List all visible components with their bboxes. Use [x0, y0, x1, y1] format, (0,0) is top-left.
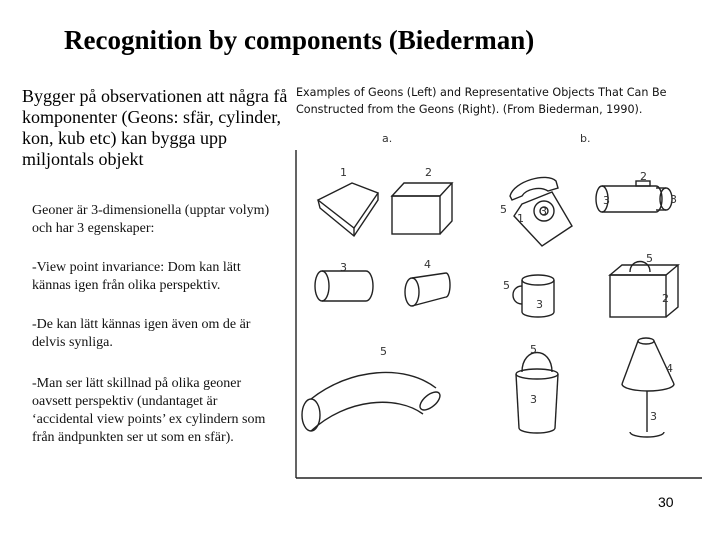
mug-label-3: 3: [536, 298, 543, 311]
mug-object-icon: [513, 275, 554, 317]
briefcase-label-5: 5: [646, 252, 653, 265]
slide-title: Recognition by components (Biederman): [64, 25, 535, 55]
briefcase-label-2: 2: [662, 292, 669, 305]
flashlight-label-3b: 3: [670, 193, 677, 206]
geon-cylinder-icon: [315, 271, 373, 301]
paragraph-geons-properties: Geoner är 3-dimensionella (upptar volym) och har 3 egenskaper:: [32, 203, 270, 236]
bucket-label-5: 5: [530, 343, 537, 356]
geon-wedge-icon: [318, 183, 378, 236]
mug-label-5: 5: [503, 279, 510, 292]
bucket-object-icon: [516, 353, 558, 434]
geon-label-1: 1: [340, 166, 347, 179]
panel-a-label: a.: [382, 132, 393, 145]
telephone-label-3: 3: [540, 205, 547, 218]
figure-caption: Examples of Geons (Left) and Representative Objects That Can Be Constructed from the Geons (Right). (From Biederman, 1990).: [296, 85, 667, 116]
geon-label-2: 2: [425, 166, 432, 179]
flashlight-label-2: 2: [640, 170, 647, 183]
geon-curved-tube-icon: [302, 372, 443, 431]
paragraph-viewpoint-invariance: -View point invariance: Dom kan lätt kännas igen från olika perspektiv.: [32, 260, 241, 293]
paragraph-discriminability: -Man ser lätt skillnad på olika geoner oavsett perspektiv (undantaget är ‘accidental view points’ ex cylindern som från ändpunkten ser ut som en sfär).: [32, 376, 266, 445]
lamp-label-3: 3: [650, 410, 657, 423]
geon-label-4: 4: [424, 258, 431, 271]
paragraph-partial-visibility: -De kan lätt kännas igen även om de är delvis synliga.: [32, 317, 251, 350]
bucket-label-3: 3: [530, 393, 537, 406]
geon-brick-icon: [392, 183, 452, 234]
intro-text: Bygger på observationen att några få komponenter (Geons: sfär, cylinder, kon, kub etc) kan bygga upp miljontals objekt: [22, 86, 288, 169]
geon-label-5: 5: [380, 345, 387, 358]
page-number: 30: [658, 494, 674, 510]
panel-b-label: b.: [580, 132, 591, 145]
geon-cone-icon: [405, 273, 450, 306]
lamp-object-icon: [622, 338, 674, 437]
telephone-label-1: 1: [517, 212, 524, 225]
lamp-label-4: 4: [666, 362, 673, 375]
briefcase-object-icon: [610, 262, 678, 318]
telephone-label-5: 5: [500, 203, 507, 216]
flashlight-label-3a: 3: [603, 194, 610, 207]
geon-label-3: 3: [340, 261, 347, 274]
